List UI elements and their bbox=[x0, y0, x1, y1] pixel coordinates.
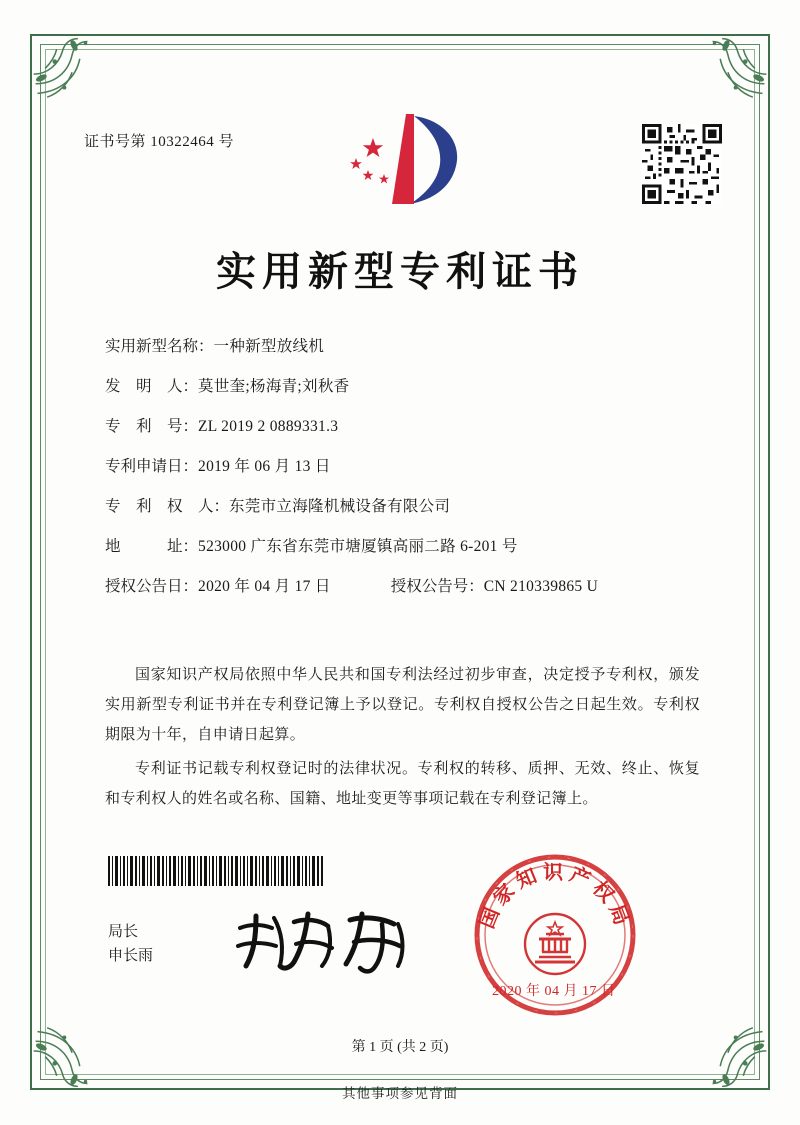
field-value: ZL 2019 2 0889331.3 bbox=[198, 418, 339, 436]
field-label: 专 利 权 人： bbox=[105, 498, 230, 516]
paragraph: 专利证书记载专利权登记时的法律状况。专利权的转移、质押、无效、终止、恢复和专利权人的姓名或名称、国籍、地址变更等事项记载在专利登记簿上。 bbox=[105, 761, 700, 807]
field-label: 地 址： bbox=[105, 538, 199, 556]
seal-date: 2020 年 04 月 17 日 bbox=[492, 984, 616, 999]
page-title: 实用新型专利证书 bbox=[216, 248, 584, 295]
director-title-line2: 申长雨 bbox=[108, 948, 154, 964]
director-title-line1: 局长 bbox=[108, 924, 139, 940]
fields-block bbox=[105, 338, 705, 618]
field-patentee bbox=[105, 498, 705, 515]
field-value: 莫世奎;杨海青;刘秋香 bbox=[198, 378, 350, 396]
footer-note: 其他事项参见背面 bbox=[342, 1086, 458, 1101]
field-label: 实用新型名称： bbox=[105, 338, 214, 355]
field-value: 2019 年 06 月 13 日 bbox=[198, 458, 331, 476]
corner-ornament-icon bbox=[26, 30, 122, 126]
barcode-icon bbox=[108, 856, 323, 886]
field-label: 专利申请日： bbox=[105, 458, 199, 476]
field-value: 523000 广东省东莞市塘厦镇高丽二路 6-201 号 bbox=[198, 538, 518, 556]
field-value: 一种新型放线机 bbox=[213, 338, 325, 355]
field-patent-number bbox=[105, 418, 705, 435]
corner-ornament-icon bbox=[678, 30, 774, 126]
field-grant-announcement bbox=[105, 578, 705, 595]
page-number: 第 1 页 (共 2 页) bbox=[351, 1040, 449, 1055]
field-application-date bbox=[105, 458, 705, 475]
paragraph: 国家知识产权局依照中华人民共和国专利法经过初步审查，决定授予专利权，颁发实用新型专利证书并在专利登记簿上予以登记。专利权自授权公告之日起生效。专利权期限为十年，自申请日起算。 bbox=[105, 667, 700, 743]
announcement-no-value: CN 210339865 U bbox=[483, 578, 599, 596]
announcement-date-label: 授权公告日： bbox=[105, 578, 199, 596]
field-utility-model-name bbox=[105, 338, 705, 355]
director-title-block bbox=[108, 920, 153, 968]
legal-text-block bbox=[105, 660, 700, 818]
field-label: 专 利 号： bbox=[105, 418, 199, 436]
handwritten-signature-icon bbox=[232, 908, 422, 978]
cnipa-emblem-icon bbox=[340, 108, 470, 212]
announcement-date-value: 2020 年 04 月 17 日 bbox=[198, 578, 331, 596]
field-inventors bbox=[105, 378, 705, 395]
announcement-no-label: 授权公告号： bbox=[390, 578, 484, 596]
svg-text:国家知识产权局: 国家知识产权局 bbox=[474, 859, 636, 933]
qr-code-icon bbox=[642, 124, 722, 204]
field-value: 东莞市立海隆机械设备有限公司 bbox=[229, 498, 451, 516]
certificate-number: 证书号第 10322464 号 bbox=[84, 134, 235, 150]
field-address bbox=[105, 538, 705, 555]
field-label: 发 明 人： bbox=[105, 378, 199, 396]
